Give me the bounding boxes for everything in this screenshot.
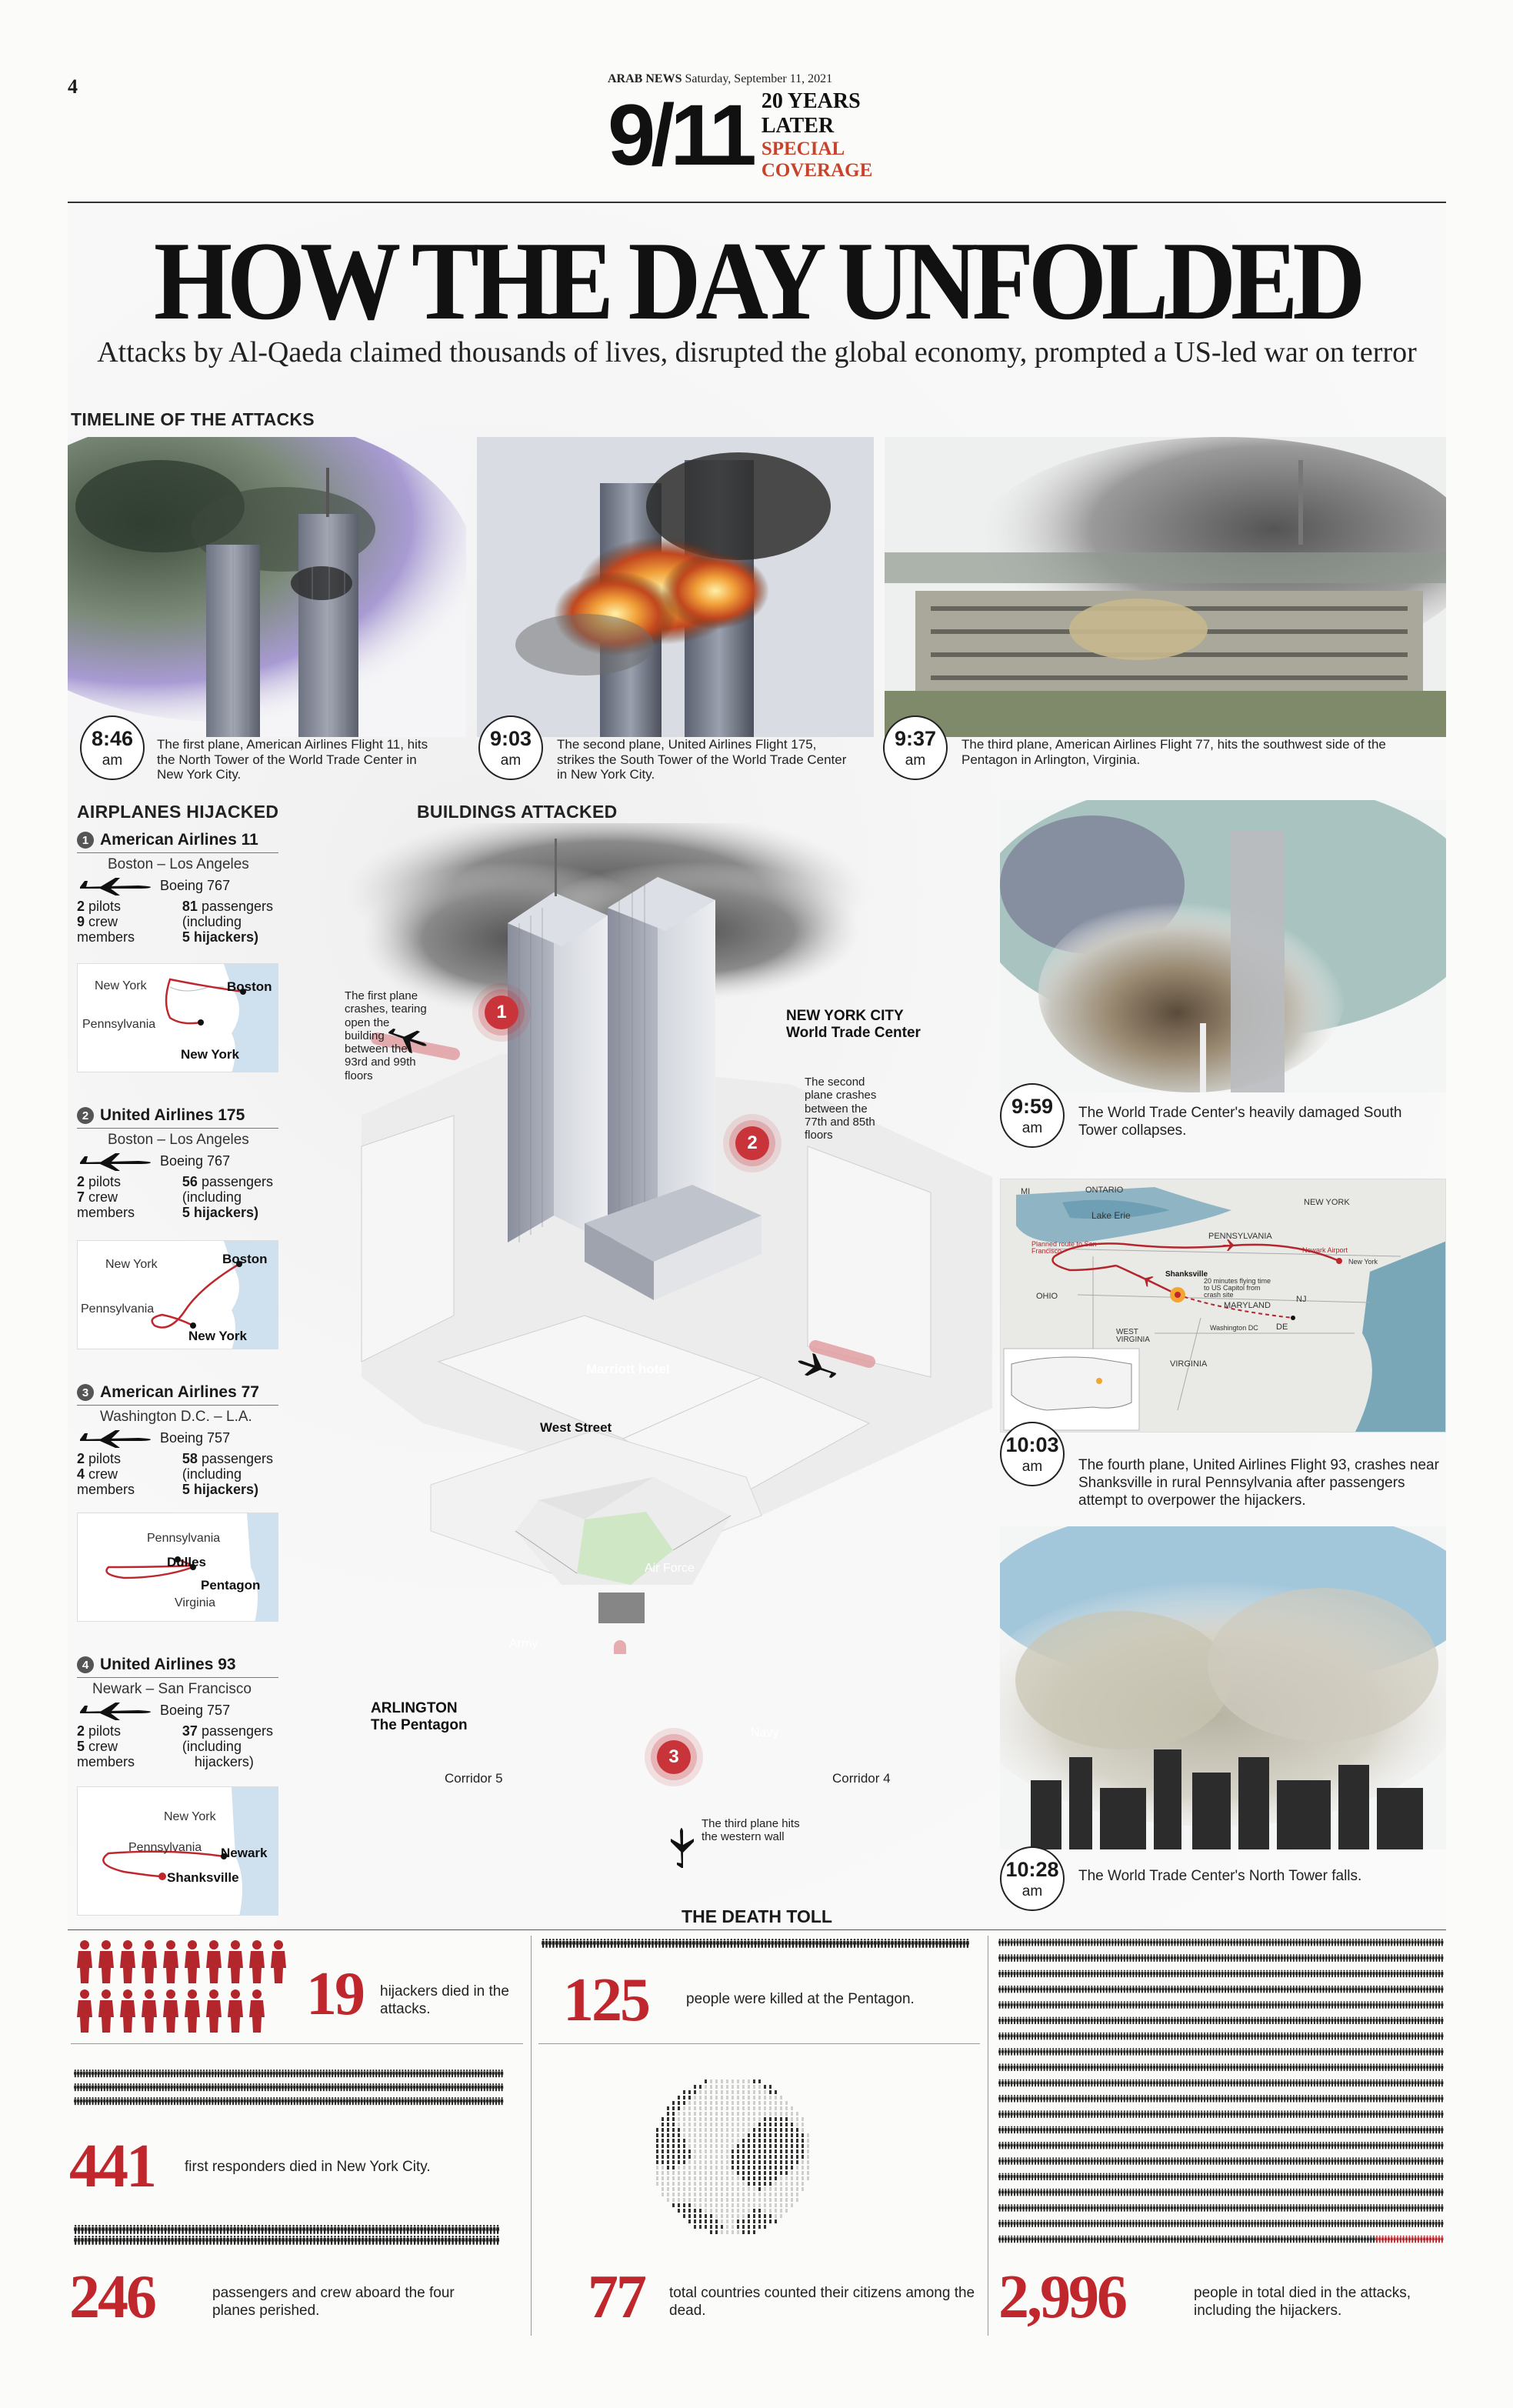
row-divider <box>538 2043 980 2044</box>
masthead <box>608 72 931 182</box>
crew-count: 4 <box>77 1466 85 1482</box>
photo-south-tower-hit <box>477 437 874 737</box>
toll-number-2996: 2,996 <box>998 2263 1125 2331</box>
second-plane-note: The second plane crashes between the 77th and 85th floors <box>805 1076 877 1142</box>
first-plane-note: The first plane crashes, tearing open the building between the 93rd and 99th floors <box>345 989 427 1082</box>
map-label: PENNSYLVANIA <box>1208 1232 1272 1241</box>
map-label: New York <box>164 1810 216 1823</box>
map-label: DE <box>1276 1322 1288 1332</box>
special-logo <box>608 89 931 182</box>
flight-name: United Airlines 175 <box>100 1106 245 1124</box>
page-number: 4 <box>68 75 78 98</box>
map-city: Dulles <box>167 1555 207 1569</box>
army-label: Army <box>509 1637 538 1650</box>
time-value: 10:03 <box>1005 1432 1059 1456</box>
flight-route: Boston – Los Angeles <box>108 856 249 872</box>
caption-903: The second plane, United Airlines Flight 175, strikes the South Tower of the World Trade Center in New York City. <box>557 737 847 782</box>
hijacker-figures <box>74 1939 297 2039</box>
divider <box>77 1677 278 1678</box>
passenger-label: passengers (including <box>182 1723 274 1754</box>
map-label: Virginia <box>175 1596 216 1609</box>
flight-number-badge: 1 <box>77 832 94 849</box>
aircraft-type: Boeing 757 <box>160 1430 231 1446</box>
map-label: Pennsylvania <box>82 1018 156 1031</box>
time-value: 9:03 <box>489 726 532 750</box>
logo-coverage: COVERAGE <box>761 160 873 181</box>
hijacker-count: 5 hijackers) <box>182 1204 258 1220</box>
toll-number-77: 77 <box>588 2263 645 2331</box>
flight-card-1 <box>77 831 278 945</box>
map-label: ONTARIO <box>1085 1186 1124 1195</box>
time-value: 9:37 <box>894 726 937 750</box>
aircraft-type: Boeing 767 <box>160 878 231 894</box>
issue-date: Saturday, September 11, 2021 <box>685 72 833 85</box>
logo-later: LATER <box>761 114 835 138</box>
caption-846: The first plane, American Airlines Flight 11, hits the North Tower of the World Trade Center in New York City. <box>157 737 428 782</box>
pilots-count: 2 <box>77 899 85 914</box>
photo-north-tower-hit <box>68 437 466 737</box>
time-badge-1028 <box>1000 1846 1065 1911</box>
total-figures <box>998 1939 1445 2254</box>
buildings-label: BUILDINGS ATTACKED <box>417 802 618 822</box>
flight-card-4 <box>77 1656 278 1769</box>
passenger-count: 37 <box>182 1723 198 1739</box>
time-ampm: am <box>1021 1883 1043 1899</box>
map-city: Boston <box>222 1252 268 1266</box>
navy-label: Navy <box>751 1726 779 1739</box>
impact-marker-2: 2 <box>735 1126 769 1160</box>
responder-figures <box>74 2069 505 2113</box>
toll-number-125: 125 <box>563 1966 648 2034</box>
flight-title <box>77 831 278 849</box>
time-value: 8:46 <box>91 726 134 750</box>
impact-marker-3: 3 <box>657 1740 691 1774</box>
time-ampm: am <box>1021 1458 1043 1475</box>
airplane-icon <box>77 1701 154 1721</box>
map-label: Newark Airport <box>1302 1246 1348 1254</box>
impact-marker-1: 1 <box>485 996 518 1029</box>
airplane-icon <box>77 876 154 896</box>
pilots-count: 2 <box>77 1174 85 1189</box>
map-label: Pennsylvania <box>147 1532 221 1545</box>
time-badge-1003 <box>1000 1422 1065 1486</box>
crew-label: crew members <box>77 1466 135 1497</box>
nyc-title: NEW YORK CITY <box>786 1008 904 1024</box>
photo-north-tower-falls <box>1000 1526 1446 1849</box>
photo-pentagon-hit <box>885 437 1446 737</box>
route-map-3 <box>77 1513 278 1622</box>
time-badge-846 <box>80 715 145 780</box>
logo-911: 9/11 <box>608 87 752 183</box>
third-plane-note: The third plane hits the western wall <box>702 1817 800 1844</box>
flight-number-badge: 3 <box>77 1384 94 1401</box>
pilots-label: pilots <box>88 1174 122 1189</box>
map-label: OHIO <box>1036 1292 1058 1301</box>
page-headline: HOW THE DAY UNFOLDED <box>153 218 1361 343</box>
plane-3-icon <box>658 1817 705 1879</box>
map-city: Boston <box>227 979 272 994</box>
time-badge-903 <box>478 715 543 780</box>
map-label: New York <box>105 1258 158 1271</box>
route-map-2 <box>77 1240 278 1349</box>
flight-name: American Airlines 77 <box>100 1383 259 1401</box>
map-label: Planned route to San Francisco <box>1031 1240 1097 1255</box>
map-city: Shanksville <box>1165 1270 1208 1279</box>
map-city: Pentagon <box>201 1578 261 1593</box>
flight-title <box>77 1383 278 1402</box>
pilots-label: pilots <box>88 899 122 914</box>
crew-label: crew members <box>77 913 135 945</box>
row-divider <box>71 2043 523 2044</box>
map-city: Shanksville <box>167 1870 239 1885</box>
airplane-icon <box>77 1429 154 1449</box>
map-label: Washington DC <box>1210 1324 1258 1332</box>
nyc-subtitle: World Trade Center <box>786 1025 921 1041</box>
flight-name: United Airlines 93 <box>100 1656 236 1673</box>
map-label: 20 minutes flying time to US Capitol from crash site <box>1204 1277 1271 1299</box>
map-label: New York <box>95 979 147 992</box>
marriott-label: Marriott hotel <box>586 1362 670 1376</box>
logo-special: SPECIAL <box>761 138 845 159</box>
route-map-4 <box>77 1786 278 1916</box>
map-label: Lake Erie <box>1091 1210 1131 1221</box>
pilots-label: pilots <box>88 1723 122 1739</box>
passenger-count: 56 <box>182 1174 198 1189</box>
toll-number-441: 441 <box>69 2133 155 2200</box>
pilots-label: pilots <box>88 1451 122 1466</box>
passenger-label: passengers (including <box>182 1451 274 1482</box>
crew-count: 7 <box>77 1189 85 1205</box>
aircraft-type: Boeing 767 <box>160 1153 231 1169</box>
flight-card-3 <box>77 1383 278 1497</box>
map-label: Pennsylvania <box>81 1302 155 1316</box>
caption-1028: The World Trade Center's North Tower falls. <box>1078 1868 1362 1884</box>
passenger-label: passengers (including <box>182 1174 274 1205</box>
arlington-title: ARLINGTON <box>371 1700 458 1716</box>
time-badge-937 <box>883 715 948 780</box>
map-label: NJ <box>1296 1295 1307 1304</box>
paper-name: ARAB NEWS <box>608 72 682 85</box>
route-map-1 <box>77 963 278 1072</box>
wtc-illustration <box>331 823 1008 1654</box>
map-label: MARYLAND <box>1224 1301 1271 1310</box>
pentagon-figures <box>542 1939 972 1962</box>
time-ampm: am <box>500 752 522 769</box>
globe-icon <box>646 2069 815 2239</box>
flight-93-map <box>1000 1179 1446 1432</box>
flight-number-badge: 2 <box>77 1107 94 1124</box>
time-badge-959 <box>1000 1083 1065 1148</box>
hijacker-count: 5 hijackers) <box>182 929 258 945</box>
toll-text-19: hijackers died in the attacks. <box>380 1983 509 2017</box>
divider <box>77 852 278 853</box>
divider <box>77 1128 278 1129</box>
passenger-count: 58 <box>182 1451 198 1466</box>
flight-route: Newark – San Francisco <box>92 1681 252 1697</box>
pilots-count: 2 <box>77 1723 85 1739</box>
time-value: 9:59 <box>1011 1094 1054 1118</box>
time-value: 10:28 <box>1005 1857 1059 1881</box>
passenger-figures <box>74 2225 505 2248</box>
crew-label: crew members <box>77 1738 135 1769</box>
toll-text-441: first responders died in New York City. <box>185 2159 431 2175</box>
flight-title <box>77 1106 278 1125</box>
map-label: NEW YORK <box>1304 1198 1350 1207</box>
toll-number-246: 246 <box>69 2263 155 2331</box>
flight-route: Washington D.C. – L.A. <box>100 1409 252 1425</box>
aircraft-type: Boeing 757 <box>160 1703 231 1719</box>
map-label: MI <box>1021 1187 1031 1196</box>
map-city: New York <box>188 1329 247 1343</box>
caption-959: The World Trade Center's heavily damaged South Tower collapses. <box>1078 1105 1402 1139</box>
hijacker-count: hijackers) <box>194 1753 254 1769</box>
death-toll-rule <box>68 1929 1446 1930</box>
toll-text-2996: people in total died in the attacks, including the hijackers. <box>1194 2285 1411 2319</box>
corridor-5-label: Corridor 5 <box>445 1771 503 1786</box>
toll-text-125: people were killed at the Pentagon. <box>686 1991 915 2007</box>
west-street-label: West Street <box>540 1420 612 1435</box>
pilots-count: 2 <box>77 1451 85 1466</box>
time-ampm: am <box>102 752 123 769</box>
death-toll-label: THE DEATH TOLL <box>682 1906 832 1926</box>
passenger-label: passengers (including <box>182 899 274 929</box>
airplanes-label: AIRPLANES HIJACKED <box>77 802 279 822</box>
flight-title <box>77 1656 278 1674</box>
time-ampm: am <box>905 752 926 769</box>
toll-number-19: 19 <box>306 1960 363 2028</box>
toll-text-77: total countries counted their citizens among the dead. <box>669 2285 975 2319</box>
map-label: WEST VIRGINIA <box>1116 1328 1150 1344</box>
arlington-subtitle: The Pentagon <box>371 1717 468 1733</box>
map-city: Newark <box>221 1846 268 1860</box>
airplane-icon <box>77 1152 154 1172</box>
crew-count: 9 <box>77 913 85 929</box>
map-label: New York <box>1348 1258 1378 1266</box>
timeline-label: TIMELINE OF THE ATTACKS <box>71 409 315 429</box>
page-dek: Attacks by Al-Qaeda claimed thousands of lives, disrupted the global economy, prompted a US-led war on terror <box>97 336 1417 369</box>
column-divider <box>531 1936 532 2336</box>
corridor-4-label: Corridor 4 <box>832 1771 891 1786</box>
toll-text-246: passengers and crew aboard the four planes perished. <box>212 2285 455 2319</box>
caption-1003: The fourth plane, United Airlines Flight 93, crashes near Shanksville in rural Pennsylvania after passengers attempt to overpower the hijackers. <box>1078 1457 1439 1509</box>
flight-card-2 <box>77 1106 278 1220</box>
divider <box>77 1405 278 1406</box>
time-ampm: am <box>1021 1119 1043 1136</box>
masthead-dateline <box>608 72 931 86</box>
flight-number-badge: 4 <box>77 1656 94 1673</box>
map-city: New York <box>181 1047 239 1062</box>
air-force-label: Air Force <box>645 1562 695 1575</box>
map-label: Pennsylvania <box>128 1841 202 1854</box>
photo-south-tower-collapse <box>1000 800 1446 1092</box>
logo-years: 20 YEARS <box>761 89 861 113</box>
passenger-count: 81 <box>182 899 198 914</box>
flight-name: American Airlines 11 <box>100 831 258 849</box>
flight-route: Boston – Los Angeles <box>108 1132 249 1148</box>
map-label: VIRGINIA <box>1170 1359 1208 1369</box>
hijacker-count: 5 hijackers) <box>182 1481 258 1497</box>
caption-937: The third plane, American Airlines Flight 77, hits the southwest side of the Pentagon in Arlington, Virginia. <box>961 737 1386 767</box>
crew-label: crew members <box>77 1189 135 1220</box>
crew-count: 5 <box>77 1738 85 1754</box>
